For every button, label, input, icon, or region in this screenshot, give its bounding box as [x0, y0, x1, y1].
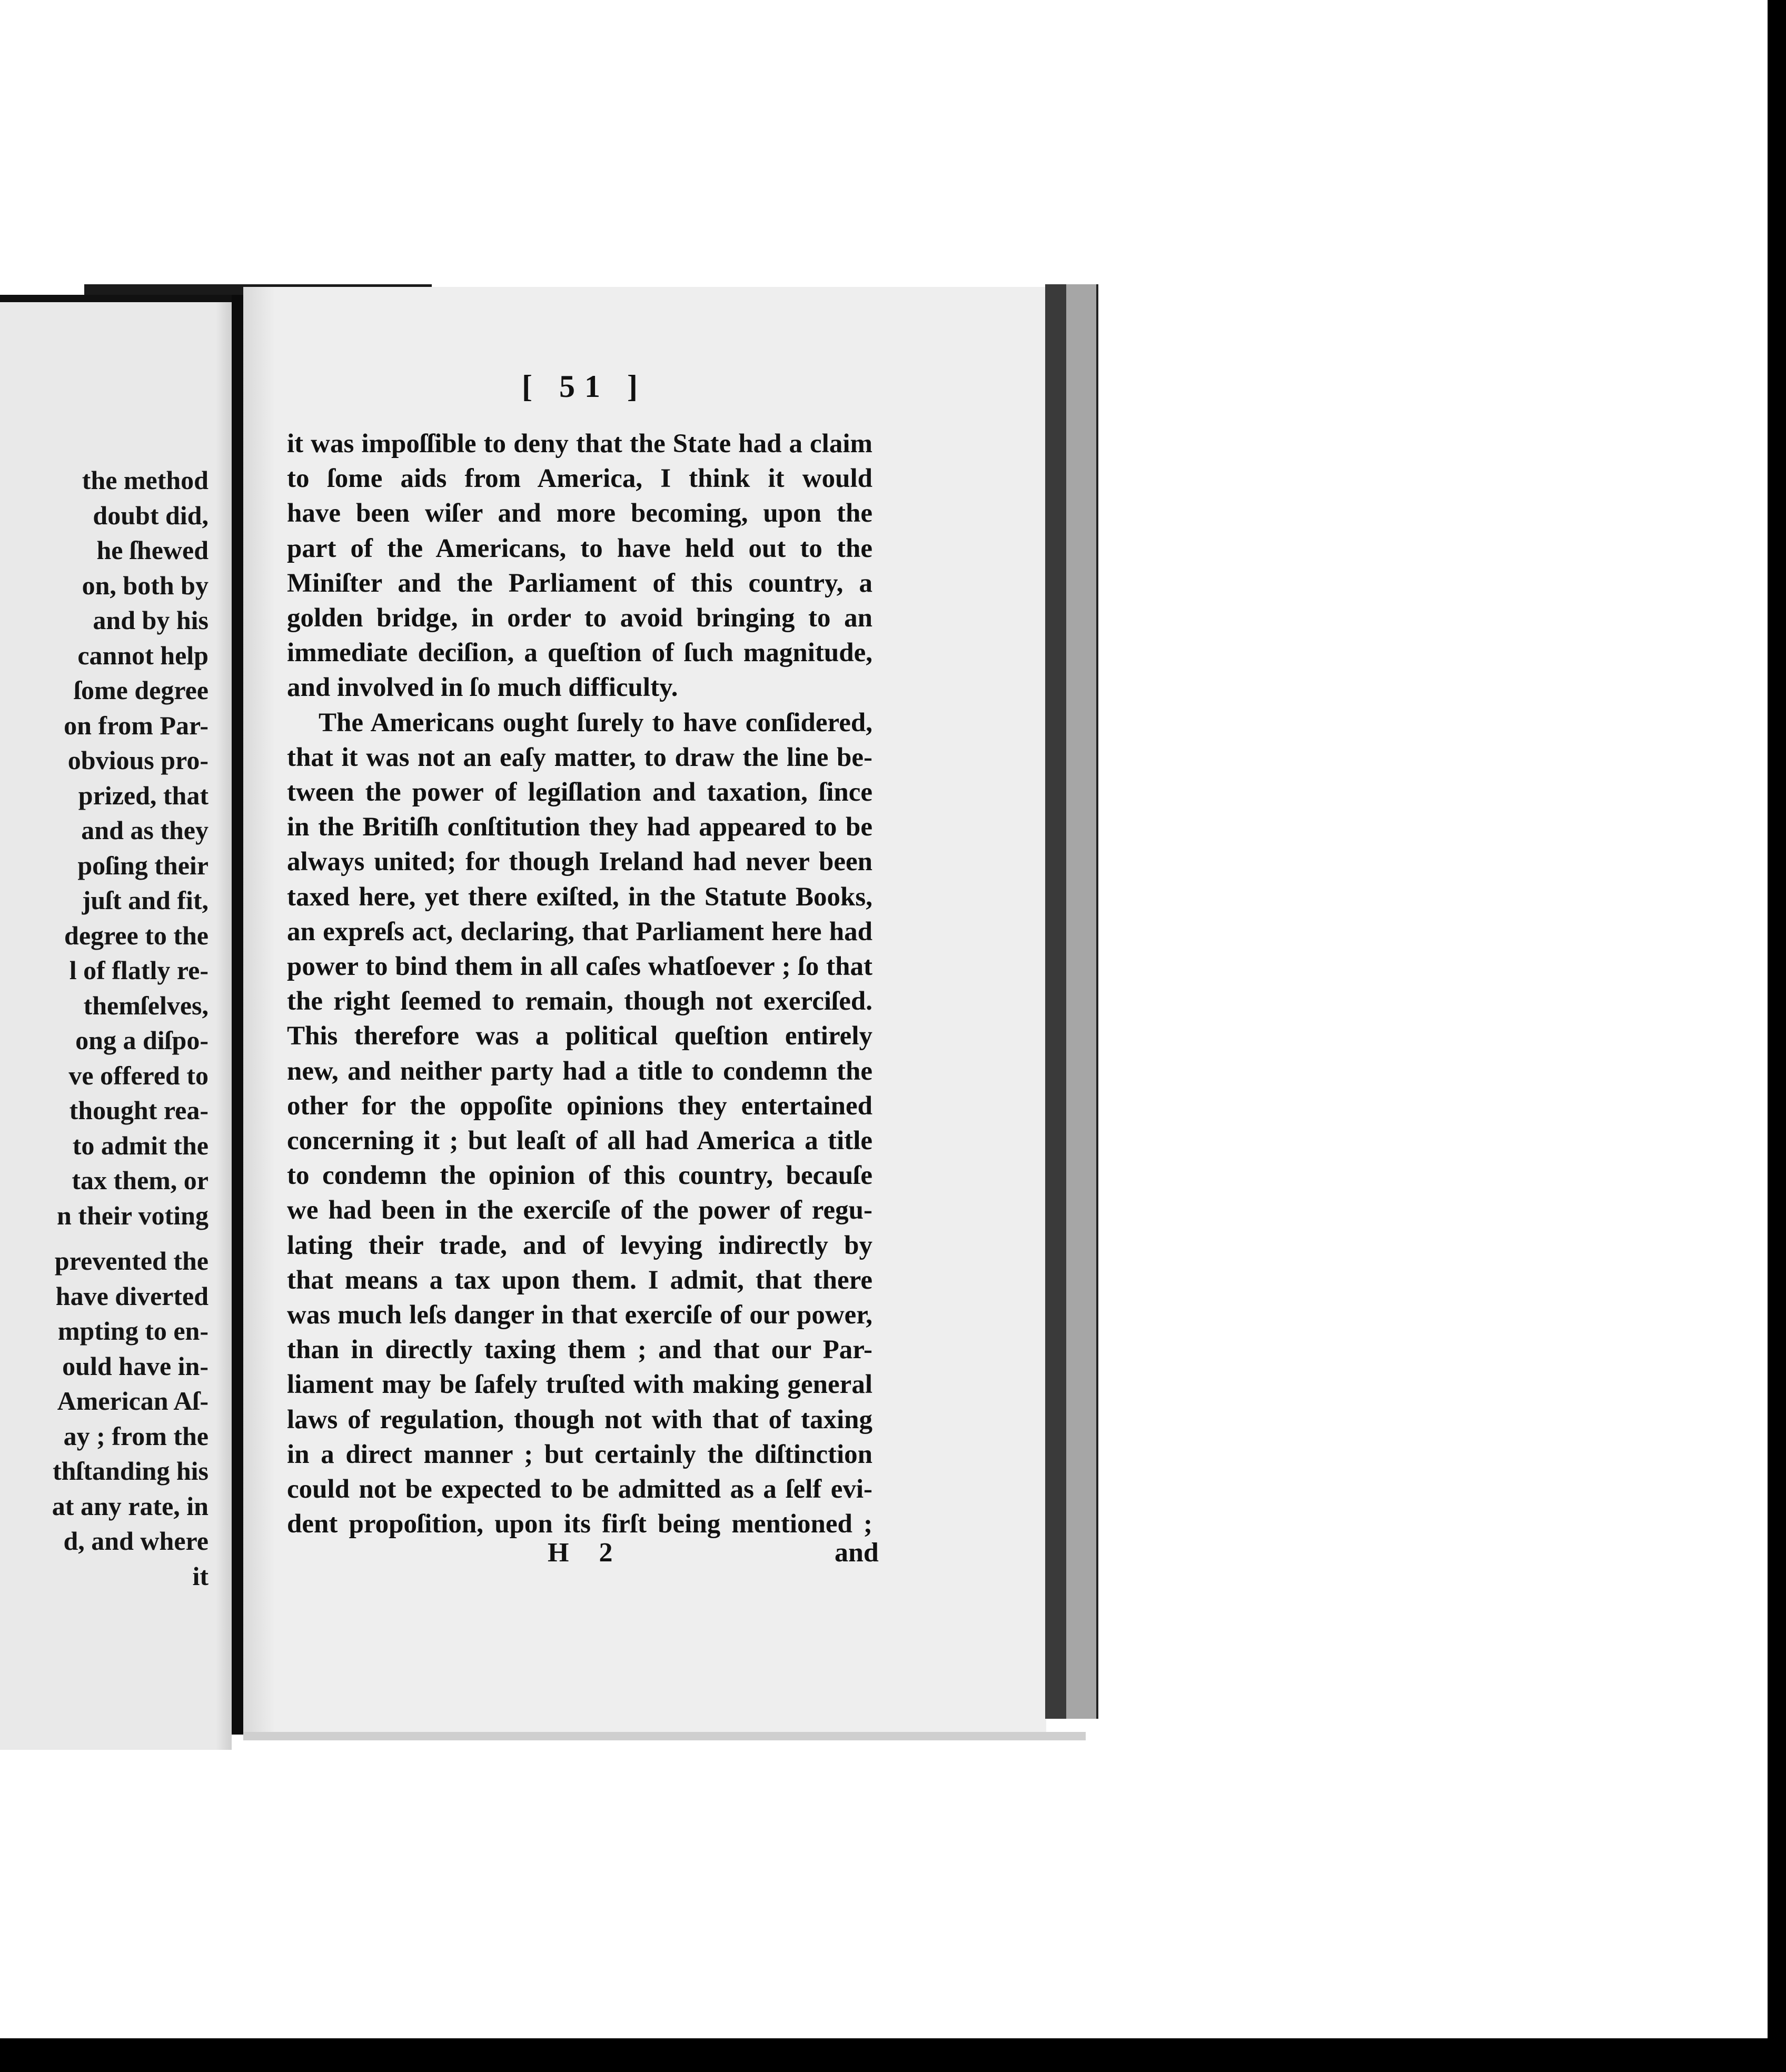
left-text-line: thought rea- — [69, 1095, 209, 1125]
left-text-line: at any rate, in — [52, 1491, 209, 1521]
paragraph-2 — [287, 705, 872, 1542]
text-line: The Americans ought ſurely to have conſidered, — [319, 708, 872, 738]
text-line: part of the Americans, to have held out to the — [287, 533, 872, 563]
text-line: than in directly taxing them ; and that our Par- — [287, 1335, 872, 1365]
left-text-line: and as they — [81, 815, 209, 845]
text-line: power to bind them in all caſes whatſoever ; ſo that — [287, 952, 872, 982]
left-text-line: ould have in- — [62, 1351, 209, 1381]
text-line: golden bridge, in order to avoid bringing to an — [287, 603, 872, 633]
left-text-line: prevented the — [54, 1246, 209, 1276]
page-number-header: [ 51 ] — [522, 369, 647, 404]
left-text-line: d, and where — [63, 1526, 209, 1556]
text-line: that it was not an eaſy matter, to draw the line be- — [287, 742, 872, 772]
left-text-line: the method — [82, 465, 209, 495]
text-line: new, and neither party had a title to condemn the — [287, 1056, 872, 1086]
text-line: that means a tax upon them. I admit, that there — [287, 1265, 872, 1295]
text-line: an expreſs act, declaring, that Parliament here had — [287, 917, 872, 947]
text-line: tween the power of legiſlation and taxation, ſince — [287, 778, 872, 808]
left-text-line: ong a diſpo- — [75, 1025, 209, 1055]
page-bottom-edge — [243, 1732, 1086, 1740]
left-text-line: degree to the — [64, 920, 209, 950]
left-text-line: tax them, or — [72, 1166, 209, 1195]
text-line: and involved in ſo much difficulty. — [287, 673, 678, 703]
left-text-line: obvious pro- — [67, 745, 209, 775]
paragraph-1 — [287, 426, 872, 705]
right-page-body — [287, 426, 872, 1542]
left-text-line: mpting to en- — [57, 1316, 209, 1346]
text-line: to ſome aids from America, I think it would — [287, 464, 872, 494]
left-text-line: doubt did, — [93, 500, 209, 530]
left-text-line: thſtanding his — [53, 1456, 209, 1486]
left-text-line: themſelves, — [83, 990, 209, 1020]
text-line: liament may be ſafely truſted with making general — [287, 1370, 872, 1400]
left-text-line: it — [192, 1561, 209, 1591]
text-line: taxed here, yet there exiſted, in the Statute Books, — [287, 882, 872, 912]
left-page — [0, 295, 232, 1750]
left-text-line: ve offered to — [68, 1060, 209, 1090]
left-text-line: he ſhewed — [96, 535, 209, 565]
text-line: always united; for though Ireland had never been — [287, 847, 872, 877]
text-line: Miniſter and the Parliament of this country, a — [287, 568, 872, 598]
catchword: and — [835, 1538, 879, 1568]
left-text-line: on, both by — [82, 570, 209, 600]
left-text-line: juſt and fit, — [82, 885, 209, 915]
text-line: immediate deciſion, a queſtion of ſuch magnitude, — [287, 638, 872, 668]
left-text-line: American Aſ- — [57, 1386, 209, 1416]
text-line: could not be expected to be admitted as a ſelf evi- — [287, 1475, 872, 1505]
left-text-line: poſing their — [77, 850, 209, 880]
left-text-line: and by his — [93, 605, 209, 635]
book-gutter — [232, 295, 243, 1735]
text-line: have been wiſer and more becoming, upon the — [287, 499, 872, 529]
text-line: laws of regulation, though not with that of taxing — [287, 1404, 872, 1435]
signature-mark: H 2 — [548, 1538, 624, 1568]
left-page-text — [0, 463, 209, 1593]
page-edge-outer — [1066, 284, 1098, 1719]
scan-border-bottom — [0, 2038, 1786, 2072]
left-text-line: ſome degree — [74, 675, 209, 705]
text-line: This therefore was a political queſtion entirely — [287, 1021, 872, 1051]
text-line: in the Britiſh conſtitution they had appeared to be — [287, 812, 872, 842]
left-text-line: have diverted — [55, 1281, 209, 1311]
text-line: the right ſeemed to remain, though not exerciſed. — [287, 987, 872, 1017]
text-line: was much leſs danger in that exerciſe of our power, — [287, 1300, 872, 1330]
text-line: in a direct manner ; but certainly the diſtinction — [287, 1439, 872, 1469]
left-text-line: to admit the — [72, 1130, 209, 1160]
left-text-line: on from Par- — [64, 710, 209, 740]
text-line: other for the oppoſite opinions they entertained — [287, 1091, 872, 1121]
left-text-line: n their voting — [57, 1200, 209, 1230]
text-line: to condemn the opinion of this country, becauſe — [287, 1161, 872, 1191]
text-line: we had been in the exerciſe of the power of regu- — [287, 1196, 872, 1226]
text-line: concerning it ; but leaſt of all had America a title — [287, 1126, 872, 1156]
left-text-line: ay ; from the — [63, 1421, 209, 1451]
left-text-line: l of flatly re- — [69, 955, 209, 985]
text-line: dent propoſition, upon its firſt being mentioned ; — [287, 1509, 872, 1539]
text-line: it was impoſſible to deny that the State had a claim — [287, 429, 872, 459]
left-text-line: cannot help — [77, 640, 209, 670]
scan-border-right — [1768, 0, 1786, 2072]
left-text-line: prized, that — [78, 780, 209, 810]
text-line: lating their trade, and of levying indirectly by — [287, 1230, 872, 1260]
page-edge — [1045, 284, 1066, 1719]
